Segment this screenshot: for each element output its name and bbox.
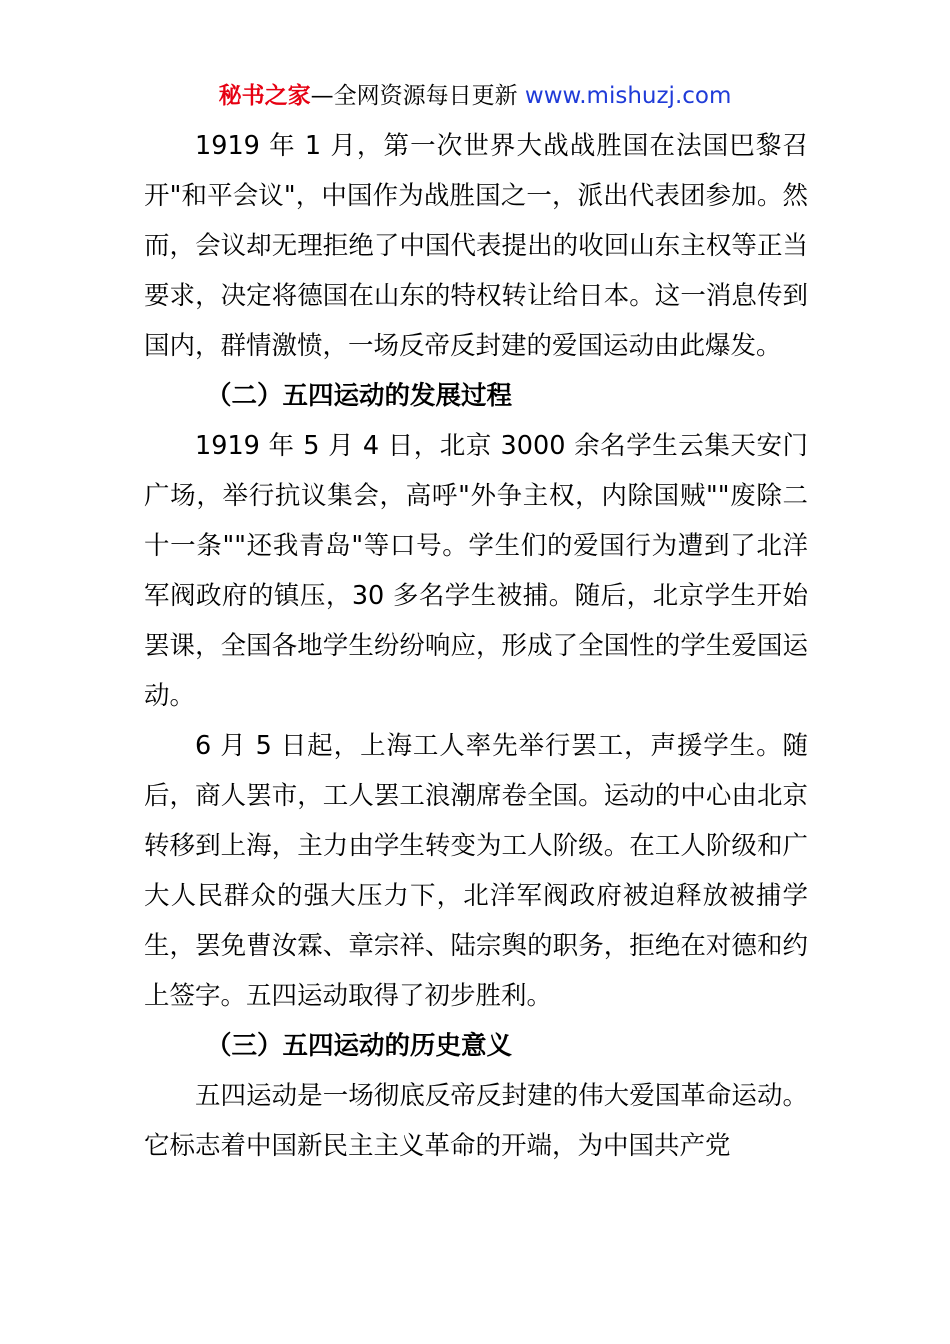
section-heading-significance: （三）五四运动的历史意义	[206, 1031, 513, 1061]
document-body	[144, 121, 808, 1171]
paragraph-significance: 五四运动是一场彻底反帝反封建的伟大爱国革命运动。它标志着中国新民主主义革命的开端，为中国共产党	[144, 1081, 808, 1161]
section-heading-development: （二）五四运动的发展过程	[206, 381, 513, 411]
site-tagline: —全网资源每日更新	[310, 83, 525, 109]
paragraph-june-fifth: 6 月 5 日起，上海工人率先举行罢工，声援学生。随后，商人罢市，工人罢工浪潮席卷全国。运动的中心由北京转移到上海，主力由学生转变为工人阶级。在工人阶级和广大人民群众的强大压力下，北洋军阀政府被迫释放被捕学生，罢免曹汝霖、章宗祥、陆宗舆的职务，拒绝在对德和约上签字。五四运动取得了初步胜利。	[144, 731, 808, 1011]
paragraph-may-fourth: 1919 年 5 月 4 日，北京 3000 余名学生云集天安门广场，举行抗议集会，高呼"外争主权，内除国贼""废除二十一条""还我青岛"等口号。学生们的爱国行为遭到了北洋军阀政府的镇压，30 多名学生被捕。随后，北京学生开始罢课，全国各地学生纷纷响应，形成了全国性的学生爱国运动。	[144, 431, 808, 711]
site-brand: 秘书之家	[218, 83, 311, 109]
site-url-link[interactable]: www.mishuzj.com	[524, 83, 732, 109]
site-header	[0, 78, 950, 114]
paragraph-background: 1919 年 1 月，第一次世界大战战胜国在法国巴黎召开"和平会议"，中国作为战胜国之一，派出代表团参加。然而，会议却无理拒绝了中国代表提出的收回山东主权等正当要求，决定将德国在山东的特权转让给日本。这一消息传到国内，群情激愤，一场反帝反封建的爱国运动由此爆发。	[144, 131, 808, 361]
